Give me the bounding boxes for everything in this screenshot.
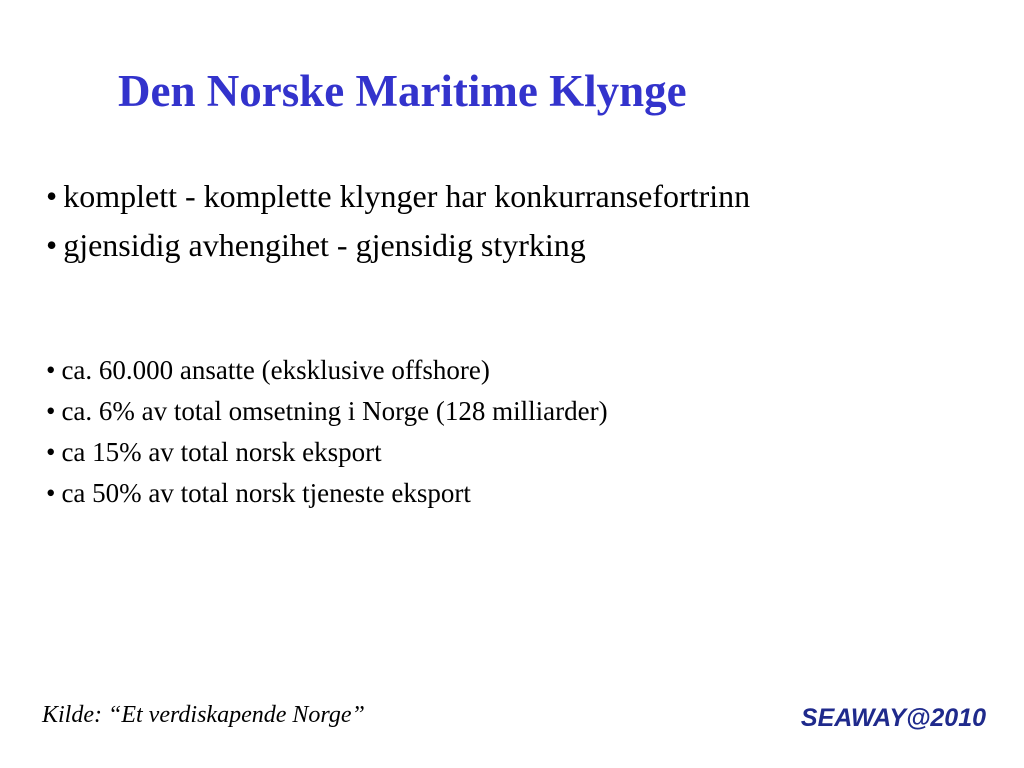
bullet-item [46, 432, 608, 473]
bullet-dot: • [46, 437, 56, 467]
brand-footer: SEAWAY@2010 [800, 704, 986, 732]
bullet-text: komplett - komplette klynger har konkurransefortrinn [63, 178, 751, 214]
bullet-dot: • [46, 478, 56, 508]
bullet-text: ca. 6% av total omsetning i Norge (128 milliarder) [61, 396, 608, 426]
bullet-text: ca. 60.000 ansatte (eksklusive offshore) [61, 355, 490, 385]
bullet-dot: • [46, 227, 58, 263]
source-citation: Kilde: “Et verdiskapende Norge” [42, 702, 365, 728]
primary-bullet-list [46, 172, 750, 270]
bullet-text: gjensidig avhengihet - gjensidig styrking [63, 227, 586, 263]
slide-title: Den Norske Maritime Klynge [118, 66, 687, 116]
bullet-item [46, 172, 750, 221]
bullet-item [46, 473, 608, 514]
bullet-item [46, 350, 608, 391]
secondary-bullet-list [46, 350, 608, 514]
bullet-dot: • [46, 178, 58, 214]
bullet-dot: • [46, 396, 56, 426]
bullet-text: ca 50% av total norsk tjeneste eksport [61, 478, 471, 508]
bullet-dot: • [46, 355, 56, 385]
bullet-text: ca 15% av total norsk eksport [61, 437, 382, 467]
bullet-item [46, 221, 750, 270]
bullet-item [46, 391, 608, 432]
